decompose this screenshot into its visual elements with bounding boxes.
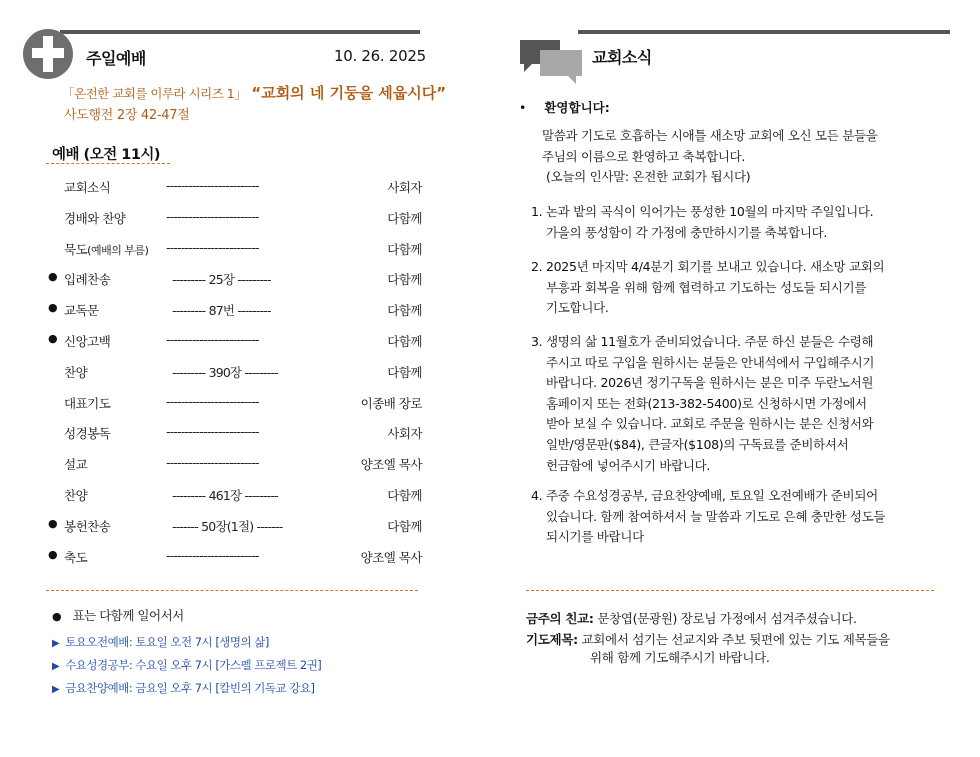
- welcome-title: 환영합니다:: [544, 100, 610, 115]
- sermon-title: “교회의 네 기둥을 세웁시다”: [251, 84, 447, 102]
- left-header-bar: [60, 30, 420, 34]
- order-row: [48, 548, 426, 568]
- service-date: 10. 26. 2025: [334, 47, 426, 65]
- order-detail: ------- 50장(1절) -------: [172, 518, 283, 534]
- order-person: 다함께: [387, 241, 422, 257]
- series-label: 「온전한 교회를 이루라 시리즈 1」: [62, 86, 247, 101]
- right-divider: [526, 590, 934, 591]
- order-item: [64, 455, 87, 473]
- order-item: [64, 363, 87, 381]
- order-item: [64, 301, 99, 319]
- order-row: [48, 270, 426, 290]
- order-item-label: 찬양: [64, 364, 88, 380]
- fellowship-label: 금주의 친교:: [526, 611, 594, 626]
- order-row: [48, 394, 426, 414]
- order-person: 양조엘 목사: [360, 549, 422, 565]
- news-number: 4.: [531, 488, 543, 503]
- order-item-label: 찬양: [64, 488, 88, 503]
- play-marker-icon: ▶: [52, 684, 60, 695]
- weekly-item-wednesday: [52, 657, 321, 673]
- order-item-label: 축도: [64, 549, 88, 565]
- order-item: [64, 178, 110, 196]
- order-person: 다함께: [387, 303, 422, 319]
- news-title: 교회소식: [592, 48, 652, 67]
- order-item-label: 교독문: [64, 303, 99, 319]
- order-detail: --------- 390장 ---------: [172, 364, 278, 380]
- order-item: [64, 394, 110, 412]
- weekly-text: 금요찬양예배: 금요일 오후 7시 [칼빈의 기독교 강요]: [65, 681, 315, 695]
- order-row: [48, 301, 426, 321]
- order-item-label: 교회소식: [64, 180, 111, 195]
- news-item: [531, 257, 884, 319]
- order-item-label: 성경봉독: [64, 426, 111, 442]
- news-number: 1.: [531, 204, 543, 219]
- standing-bullet: ●: [48, 332, 58, 345]
- prayer-requests: [526, 631, 890, 667]
- weekly-item-friday: [52, 680, 314, 696]
- order-item-sub: (예배의 부름): [87, 243, 149, 257]
- order-detail: -------------------------: [166, 332, 259, 347]
- order-detail: -------------------------: [166, 208, 259, 224]
- standing-bullet: ●: [48, 270, 58, 284]
- news-line: 받아 보실 수 있습니다. 교회로 주문을 원하시는 분은 신청서와: [546, 416, 874, 432]
- news-line: 가을의 풍성함이 각 가정에 충만하시기를 축복합니다.: [546, 224, 828, 240]
- page-title: 주일예배: [86, 49, 146, 68]
- news-item: [531, 202, 873, 243]
- scripture-reference: 사도행전 2장 42-47절: [64, 108, 190, 123]
- order-detail: -------------------------: [166, 178, 259, 193]
- weekly-item-saturday: [52, 634, 269, 650]
- welcome-line: (오늘의 인사말: 온전한 교회가 됩시다): [546, 169, 751, 184]
- order-detail: -------------------------: [166, 424, 259, 440]
- prayer-label: 기도제목:: [526, 632, 578, 647]
- order-person: 다함께: [387, 272, 422, 288]
- news-item: [531, 332, 874, 476]
- left-divider: [46, 590, 418, 591]
- news-number: 3.: [531, 334, 543, 349]
- order-row: [48, 240, 426, 260]
- prayer-line: 위해 함께 기도해주시기 바랍니다.: [590, 650, 770, 665]
- news-line: 홈페이지 또는 전화(213-382-5400)로 신청하시면 가정에서: [546, 395, 867, 411]
- order-row: [48, 486, 426, 506]
- order-person: 사회자: [387, 180, 422, 195]
- news-line: 부흥과 회복을 위해 함께 협력하고 기도하는 성도들 되시기를: [546, 279, 867, 295]
- welcome-heading: [519, 98, 610, 116]
- order-person: 이종배 장로: [360, 395, 422, 411]
- standing-bullet: ●: [48, 301, 58, 315]
- order-item: [64, 270, 110, 288]
- news-line: 주시고 따로 구입을 원하시는 분들은 안내석에서 구입해주시기: [546, 354, 875, 370]
- speech-bubbles-icon: [518, 36, 584, 84]
- news-line: 논과 밭의 곡식이 익어가는 풍성한 10월의 마지막 주일입니다.: [546, 204, 874, 219]
- order-row: [48, 332, 426, 352]
- order-item-label: 설교: [64, 457, 88, 473]
- order-detail: -------------------------: [166, 547, 259, 563]
- order-item-label: 입례찬송: [64, 272, 111, 288]
- heading-underline: [46, 163, 170, 164]
- play-marker-icon: ▶: [52, 661, 60, 672]
- news-line: 기도합니다.: [546, 300, 609, 316]
- order-person: 다함께: [387, 518, 422, 534]
- order-item: [64, 548, 87, 566]
- news-line: 주중 수요성경공부, 금요찬양예배, 토요일 오전예배가 준비되어: [546, 488, 878, 503]
- order-row: [48, 363, 426, 383]
- order-item: [64, 240, 148, 258]
- news-line: 생명의 삶 11월호가 준비되었습니다. 주문 하신 분들은 수령해: [546, 334, 874, 349]
- standing-bullet: ●: [48, 547, 58, 561]
- order-detail: -------------------------: [166, 239, 259, 255]
- standing-bullet: ●: [48, 516, 58, 530]
- order-item: [64, 424, 110, 442]
- welcome-line: 말씀과 기도로 호흡하는 시애틀 새소망 교회에 오신 모든 분들을: [542, 128, 878, 143]
- order-person: 다함께: [387, 488, 422, 503]
- order-detail: --------- 25장 ---------: [172, 272, 271, 288]
- order-item-label: 신앙고백: [64, 334, 111, 349]
- order-item-label: 대표기도: [64, 395, 111, 411]
- news-line: 2025년 마지막 4/4분기 회기를 보내고 있습니다. 새소망 교회의: [546, 259, 885, 274]
- service-heading: 예배 (오전 11시): [52, 147, 161, 163]
- weekly-text: 토요오전예배: 토요일 오전 7시 [생명의 삶]: [65, 635, 269, 649]
- order-item: [64, 486, 87, 504]
- fellowship-text: 문창엽(문광원) 장로님 가정에서 섬겨주셨습니다.: [597, 611, 857, 626]
- prayer-line: 교회에서 섬기는 선교지와 주보 뒷편에 있는 기도 제목들을: [581, 632, 890, 647]
- weekly-text: 수요성경공부: 수요일 오후 7시 [가스펠 프로젝트 2권]: [65, 658, 322, 672]
- order-item-label: 봉헌찬송: [64, 518, 111, 534]
- order-row: [48, 455, 426, 475]
- sermon-series: [62, 82, 446, 103]
- order-item-label: 묵도: [64, 241, 88, 257]
- order-item: [64, 209, 125, 227]
- order-person: 다함께: [387, 364, 422, 380]
- order-person: 사회자: [387, 426, 422, 442]
- order-item-label: 경배와 찬양: [64, 210, 126, 226]
- news-line: 헌금함에 넣어주시기 바랍니다.: [546, 457, 711, 473]
- order-row: [48, 178, 426, 198]
- order-detail: --------- 87번 ---------: [172, 303, 271, 319]
- order-row: [48, 517, 426, 537]
- order-row: [48, 209, 426, 229]
- order-detail: -------------------------: [166, 393, 259, 409]
- standing-note: [52, 606, 184, 624]
- order-row: [48, 424, 426, 444]
- welcome-text: [542, 126, 878, 188]
- order-person: 다함께: [387, 334, 422, 349]
- news-line: 있습니다. 함께 참여하셔서 늘 말씀과 기도로 은혜 충만한 성도들: [546, 508, 886, 524]
- news-number: 2.: [531, 259, 543, 274]
- order-detail: --------- 461장 ---------: [172, 488, 278, 503]
- news-item: [531, 486, 885, 548]
- order-item: [64, 517, 110, 535]
- welcome-line: 주님의 이름으로 환영하고 축복합니다.: [542, 148, 746, 164]
- news-line: 되시기를 바랍니다: [546, 529, 644, 545]
- news-line: 일반/영문판($84), 큰글자($108)의 구독료를 준비하셔서: [546, 436, 849, 452]
- order-detail: -------------------------: [166, 455, 259, 471]
- news-line: 바랍니다. 2026년 정기구독을 원하시는 분은 미주 두란노서원: [546, 375, 874, 391]
- order-person: 양조엘 목사: [360, 457, 422, 473]
- welcome-bullet: •: [519, 100, 527, 115]
- play-marker-icon: ▶: [52, 638, 60, 649]
- standing-note-text: 표는 다함께 일어서서: [72, 608, 184, 623]
- order-person: 다함께: [387, 210, 422, 226]
- right-header-bar: [578, 30, 950, 34]
- fellowship-note: [526, 609, 857, 627]
- order-item: [64, 332, 110, 350]
- cross-icon: [22, 28, 74, 80]
- standing-bullet: ●: [52, 610, 62, 623]
